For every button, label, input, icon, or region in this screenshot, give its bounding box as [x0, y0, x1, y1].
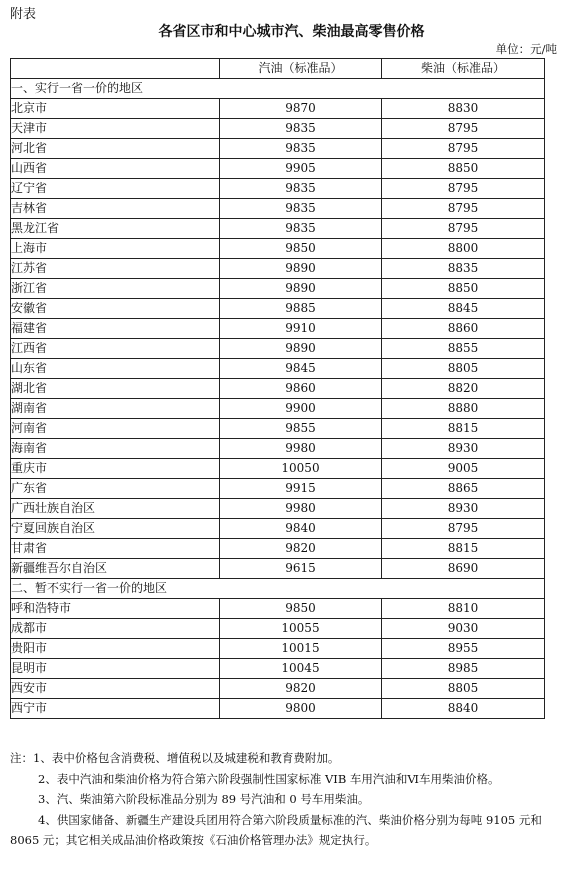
gasoline-price: 9870: [220, 99, 382, 119]
region-name: 湖南省: [11, 399, 220, 419]
region-name: 浙江省: [11, 279, 220, 299]
diesel-price: 8985: [382, 659, 545, 679]
region-name: 海南省: [11, 439, 220, 459]
section-title: 二、暂不实行一省一价的地区: [11, 579, 545, 599]
notes: [10, 748, 550, 851]
table-row: [11, 699, 545, 719]
gasoline-price: 9850: [220, 239, 382, 259]
gasoline-price: 9800: [220, 699, 382, 719]
table-row: [11, 439, 545, 459]
gasoline-price: 10015: [220, 639, 382, 659]
table-row: [11, 239, 545, 259]
diesel-price: 8805: [382, 359, 545, 379]
table-row: [11, 419, 545, 439]
diesel-price: 8930: [382, 499, 545, 519]
table-row: [11, 539, 545, 559]
diesel-price: 8815: [382, 419, 545, 439]
table-row: [11, 499, 545, 519]
note-2: 2、表中汽油和柴油价格为符合第六阶段强制性国家标准 VIB 车用汽油和Ⅵ车用柴油价格。: [38, 771, 500, 786]
diesel-price: 8855: [382, 339, 545, 359]
region-name: 辽宁省: [11, 179, 220, 199]
note-3: 3、汽、柴油第六阶段标准品分别为 89 号汽油和 0 号车用柴油。: [38, 792, 370, 806]
gasoline-price: 9885: [220, 299, 382, 319]
region-name: 新疆维吾尔自治区: [11, 559, 220, 579]
gasoline-price: 9835: [220, 139, 382, 159]
diesel-price: 8795: [382, 119, 545, 139]
table-row: [11, 359, 545, 379]
region-name: 吉林省: [11, 199, 220, 219]
region-name: 天津市: [11, 119, 220, 139]
diesel-price: 8850: [382, 279, 545, 299]
region-name: 宁夏回族自治区: [11, 519, 220, 539]
diesel-price: 8815: [382, 539, 545, 559]
region-name: 黑龙江省: [11, 219, 220, 239]
region-name: 江苏省: [11, 259, 220, 279]
diesel-price: 8930: [382, 439, 545, 459]
diesel-price: 9005: [382, 459, 545, 479]
region-name: 山东省: [11, 359, 220, 379]
gasoline-price: 9860: [220, 379, 382, 399]
diesel-price: 8880: [382, 399, 545, 419]
region-name: 湖北省: [11, 379, 220, 399]
region-name: 广东省: [11, 479, 220, 499]
gasoline-price: 10050: [220, 459, 382, 479]
table-row: [11, 99, 545, 119]
diesel-price: 8795: [382, 139, 545, 159]
gasoline-price: 9980: [220, 439, 382, 459]
diesel-price: 8820: [382, 379, 545, 399]
gasoline-price: 9835: [220, 179, 382, 199]
table-row: [11, 299, 545, 319]
region-name: 河南省: [11, 419, 220, 439]
region-name: 西安市: [11, 679, 220, 699]
diesel-price: 8795: [382, 219, 545, 239]
diesel-price: 8860: [382, 319, 545, 339]
region-name: 西宁市: [11, 699, 220, 719]
region-name: 广西壮族自治区: [11, 499, 220, 519]
gasoline-price: 9910: [220, 319, 382, 339]
diesel-price: 8690: [382, 559, 545, 579]
table-row: [11, 619, 545, 639]
gasoline-price: 9820: [220, 679, 382, 699]
gasoline-price: 9845: [220, 359, 382, 379]
note-1: 注：1、表中价格包含消费税、增值税以及城建税和教育费附加。: [10, 751, 340, 765]
unit-label: 单位：元/吨: [495, 42, 557, 56]
table-row: [11, 119, 545, 139]
table-row: [11, 559, 545, 579]
diesel-price: 8810: [382, 599, 545, 619]
region-name: 呼和浩特市: [11, 599, 220, 619]
region-name: 北京市: [11, 99, 220, 119]
table-row: [11, 259, 545, 279]
gasoline-price: 9840: [220, 519, 382, 539]
gasoline-price: 9855: [220, 419, 382, 439]
table-row: [11, 319, 545, 339]
region-name: 重庆市: [11, 459, 220, 479]
region-name: 安徽省: [11, 299, 220, 319]
table-row: [11, 199, 545, 219]
gasoline-price: 9915: [220, 479, 382, 499]
gasoline-price: 9980: [220, 499, 382, 519]
region-name: 河北省: [11, 139, 220, 159]
gasoline-price: 9900: [220, 399, 382, 419]
table-row: [11, 339, 545, 359]
table-row: [11, 519, 545, 539]
table-header-row: [11, 59, 545, 79]
diesel-price: 8795: [382, 199, 545, 219]
diesel-price: 8795: [382, 519, 545, 539]
diesel-price: 9030: [382, 619, 545, 639]
table-row: [11, 479, 545, 499]
gasoline-price: 10055: [220, 619, 382, 639]
gasoline-price: 9850: [220, 599, 382, 619]
region-name: 甘肃省: [11, 539, 220, 559]
section-title: 一、实行一省一价的地区: [11, 79, 545, 99]
gasoline-price: 9890: [220, 259, 382, 279]
diesel-price: 8795: [382, 179, 545, 199]
diesel-price: 8830: [382, 99, 545, 119]
page-title: 各省区市和中心城市汽、柴油最高零售价格: [158, 24, 425, 40]
gasoline-price: 9835: [220, 199, 382, 219]
diesel-price: 8955: [382, 639, 545, 659]
appendix-label: 附表: [10, 7, 37, 22]
note-4: 4、供国家储备、新疆生产建设兵团用符合第六阶段质量标准的汽、柴油价格分别为每吨 9105 元和 8065 元；其它相关成品油价格政策按《石油价格管理办法》规定执行。: [10, 812, 542, 847]
diesel-price: 8840: [382, 699, 545, 719]
table-row: [11, 219, 545, 239]
gasoline-price: 10045: [220, 659, 382, 679]
region-name: 贵阳市: [11, 639, 220, 659]
table-row: [11, 679, 545, 699]
header-cell-gasoline: 汽油（标准品）: [220, 59, 382, 79]
table-row: [11, 139, 545, 159]
region-name: 上海市: [11, 239, 220, 259]
region-name: 成都市: [11, 619, 220, 639]
table-row: [11, 279, 545, 299]
table-row: [11, 399, 545, 419]
gasoline-price: 9835: [220, 119, 382, 139]
gasoline-price: 9835: [220, 219, 382, 239]
section-row: [11, 79, 545, 99]
table-row: [11, 459, 545, 479]
diesel-price: 8805: [382, 679, 545, 699]
table-row: [11, 179, 545, 199]
header-cell-diesel: 柴油（标准品）: [382, 59, 545, 79]
section-row: [11, 579, 545, 599]
gasoline-price: 9615: [220, 559, 382, 579]
header-cell-region: [11, 59, 220, 79]
gasoline-price: 9890: [220, 339, 382, 359]
region-name: 江西省: [11, 339, 220, 359]
diesel-price: 8850: [382, 159, 545, 179]
table-row: [11, 159, 545, 179]
gasoline-price: 9890: [220, 279, 382, 299]
diesel-price: 8800: [382, 239, 545, 259]
diesel-price: 8835: [382, 259, 545, 279]
table-row: [11, 639, 545, 659]
diesel-price: 8865: [382, 479, 545, 499]
region-name: 福建省: [11, 319, 220, 339]
table-row: [11, 599, 545, 619]
price-table: [10, 58, 545, 719]
gasoline-price: 9905: [220, 159, 382, 179]
region-name: 昆明市: [11, 659, 220, 679]
price-table-body: [11, 59, 545, 719]
table-row: [11, 379, 545, 399]
table-row: [11, 659, 545, 679]
diesel-price: 8845: [382, 299, 545, 319]
region-name: 山西省: [11, 159, 220, 179]
gasoline-price: 9820: [220, 539, 382, 559]
